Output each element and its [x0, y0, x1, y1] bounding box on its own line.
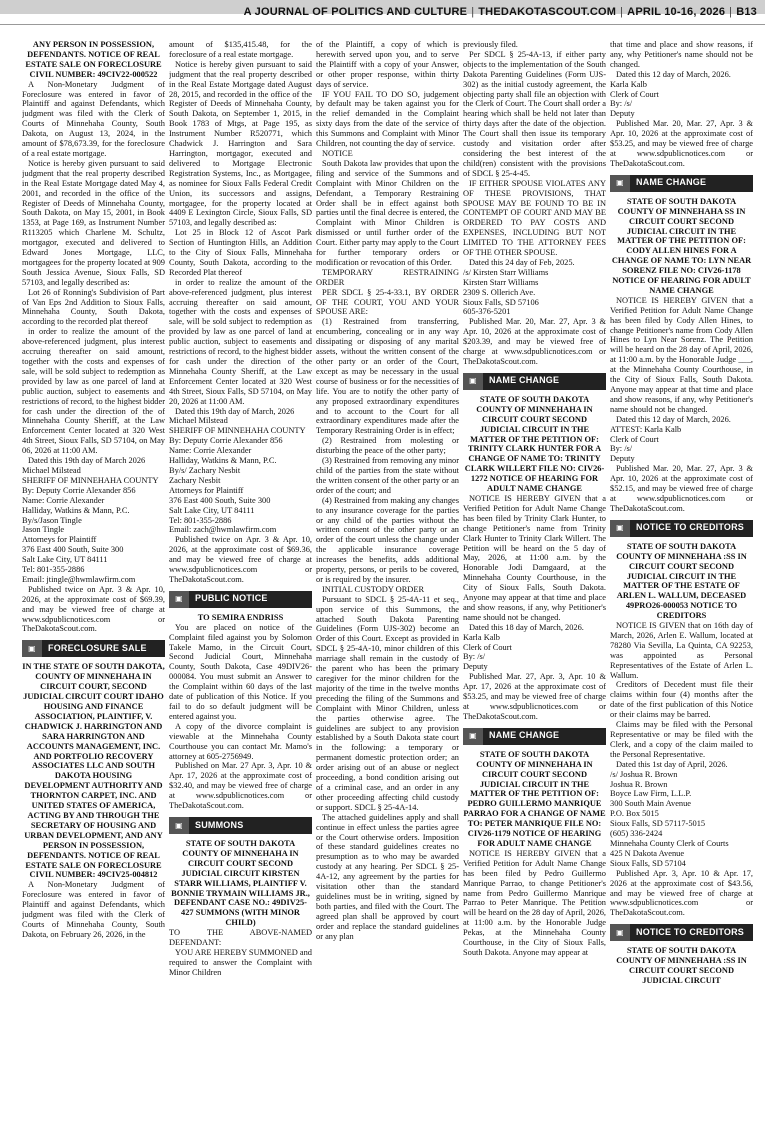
notice-paragraph: Dated this 1st day of April, 2026.	[616, 759, 728, 769]
notice-paragraph: 425 N Dakota Avenue	[610, 848, 685, 858]
section-title: NAME CHANGE	[636, 177, 707, 188]
notice-paragraph: YOU ARE HEREBY SUMMONED and required to answer the Complaint with Minor Children	[169, 947, 312, 977]
section-header	[22, 640, 165, 657]
section-header	[610, 175, 753, 192]
section-header	[169, 817, 312, 834]
notice-paragraph: SHERIFF OF MINNEHAHA COUNTY	[22, 475, 159, 485]
notice-paragraph: By: /s/	[463, 652, 486, 662]
newspaper-icon: ▣	[610, 520, 630, 537]
notice-paragraph: Published Mar. 27, Apr. 3, Apr. 10 & Apr. 17, 2026 at the approximate cost of $53.25, and may be viewed free of charge at www.sdpublicnotices.com or TheDakotaScout.com.	[463, 672, 606, 721]
notice-paragraph: Name: Corrie Alexander	[169, 446, 252, 456]
notice-paragraph: IF YOU FAIL TO DO SO, judgement by default may be taken against you for the relief demanded in the Complaint sixty days from the date of the service of this Summons and Complaint with Minor Children, not counting the day of service.	[316, 89, 459, 149]
notice-paragraph: Published twice on Apr. 3 & Apr. 10, 2026, at the approximate cost of $69.36, and may be viewed free of charge at www.sdpublicnotices.com or TheDakotaScout.com.	[169, 535, 312, 584]
notice-paragraph: (3) Restrained from removing any minor child of the parties from the state without the written consent of the other party or an order of the court; and	[316, 456, 459, 495]
notice-paragraph: Pursuant to SDCL § 25-4A-11 et seq., upon service of this Summons, the attached South Dakota Parenting Guidelines (Form UJS-302) become an Order of this Court. Except as provided in SDCL § 25-4A-10, minor children of this marriage shall remain in the custody of the parent who has been the primary caregiver for the minor children for the majority of the time in the twelve months preceding the filing of the Summons and Complaint with Minor Children, unless the parties otherwise agree. The guidelines are subject to any provision established by a South Dakota state court in the following: a temporary or permanent domestic protection order; an order arising out of an abuse or neglect proceeding, a bond condition arising out of a criminal case, and an order in any other proceeding affecting child custody or support. SDCL § 25-4A-14.	[316, 594, 459, 812]
notice-paragraph: Boyce Law Firm, L.L.P.	[610, 789, 692, 799]
newspaper-icon: ▣	[463, 373, 483, 390]
page-header	[0, 0, 765, 38]
notice-paragraph: By/s/Jason Tingle	[22, 515, 82, 525]
notice-paragraph: Salt Lake City, UT 84111	[169, 505, 255, 515]
notice-paragraph: TEMPORARY RESTRAINING ORDER	[316, 267, 459, 287]
notice-paragraph: /s/ Joshua R. Brown	[610, 769, 678, 779]
notice-paragraph: of the Plaintiff, a copy of which is herewith served upon you, and to serve the Plaintiff with a copy of your Answer, or other proper response, within thirty days of service.	[316, 40, 459, 89]
notice-paragraph: NOTICE	[322, 148, 353, 158]
notice-paragraph: Tel: 801-355-2886	[169, 515, 232, 525]
notice-paragraph: Name: Corrie Alexander	[22, 495, 105, 505]
notice-paragraph: (2) Restrained from molesting or disturbing the peace of the other party;	[316, 436, 459, 456]
notice-paragraph: Sioux Falls, SD 57117-5015	[610, 819, 706, 829]
notice-paragraph: 605-376-5201	[463, 307, 511, 317]
notice-paragraph: P.O. Box 5015	[610, 809, 659, 819]
notice-paragraph: Published twice on Apr. 3 & Apr. 10, 2026, at the approximate cost of $69.39, and may be viewed free of charge at www.sdpublicnotices.com or TheDakotaScout.com.	[22, 584, 165, 634]
notice-paragraph: in order to realize the amount of the above-referenced judgment, plus interest accruing thereafter on said amount, together with the costs and expenses of sale, will be sold subject to redemption as provided by law as one parcel of land at public auction, subject to easements and restrictions of record, to the highest bidder for cash under the direction of the Minnehaha County Sheriff, at the Law Enforcement Center located at 320 West 4th Street, Sioux Falls, SD 57104, on May 20, 2026 at 11:00 AM.	[169, 277, 312, 406]
section-title: NOTICE TO CREDITORS	[636, 926, 744, 937]
notice-paragraph: A copy of the divorce complaint is viewable at the Minnehaha County Courthouse you can contact Mr. Mamo's attorney at 605-2756949.	[169, 721, 312, 761]
notice-paragraph: Dated this 24 day of Feb, 2025.	[469, 257, 575, 267]
notice-paragraph: Per SDCL § 25-4A-13, if either party objects to the implementation of the South Dakota Parenting Guidelines (Form UJS-302) as the initial custody agreement, the objecting party shall file an objection with the Clerk of Court. The Court shall order a hearing which shall be held not later than thirty days after the date of the objection. The Court shall then issue its temporary custody and visitation order after considering the best interest of the child(ren) consistent with the provisions of SDCL § 25-4-45.	[463, 49, 606, 178]
section-header	[463, 373, 606, 390]
notice-caption: STATE OF SOUTH DAKOTA COUNTY OF MINNEHAHA :SS IN CIRCUIT COURT SECOND JUDICIAL CIRCUIT	[616, 946, 747, 985]
column-3	[316, 40, 459, 1128]
notice-caption: STATE OF SOUTH DAKOTA COUNTY OF MINNEHAHA IN CIRCUIT COURT SECOND JUDICIAL CIRCUIT IN THE MATTER OF THE PETITION OF: PEDRO GUILLERMO MANRIQUE PARRAO FOR A CHANGE OF NAME TO: PETER MANRIQUE FILE NO: CIV26-1179 NOTICE OF HEARING FOR ADULT NAME CHANGE	[463, 749, 606, 848]
notice-paragraph: NOTICE IS HEREBY GIVEN that a Verified Petition for Adult Name Change has been filed by Trinity Clark Hunter, to change Petitioner's name from Trinity Clark Hunter to Trinity Clark Willert. The Petition will be heard on the 5 day of May, 2026, at 11:00 a.m. by the Honorable Jodi Damgaard, at the Minnehaha County Courthouse, in the City of Sioux Falls, South Dakota. Anyone may appear at that time and place and show reasons, if any, why Petitioner's name should not be changed.	[463, 493, 606, 622]
notice-paragraph: A Non-Monetary Judgment of Foreclosure was entered in favor of Plaintiff and against Defendants, which judgment was filed with the Clerk of Courts of Minnehaha County, South Dakota, on February 26, 2026, in the	[22, 880, 165, 939]
notice-paragraph: Notice is hereby given pursuant to said judgment that the real property described in the Real Estate Mortgage dated May 4, 2001, and recorded in the office of the Register of Deeds of Minnehaha County, South Dakota, on May 15, 2001, in Book 1353, at Page 169, as Instrument Number R113205 which Charlene M. Schultz, mortgagor, executed and delivered to Edward Jones Mortgage, LLC, mortgagees for the property located at 909 South Jessica Avenue, Sioux Falls, SD 57103, and legally described as:	[22, 158, 165, 287]
notice-columns	[22, 40, 757, 1128]
notice-paragraph: Michael Milstead	[22, 465, 81, 475]
notice-paragraph: Deputy	[463, 662, 488, 672]
notice-paragraph: By: /s/	[610, 444, 633, 454]
notice-paragraph: Lot 25 in Block 12 of Ascot Park Section of Huntington Hills, an Addition to the City of Sioux Falls, Minnehaha County, South Dakota, according to the Recorded Plat thereof	[169, 228, 312, 277]
section-title: PUBLIC NOTICE	[195, 593, 268, 604]
notice-caption: STATE OF SOUTH DAKOTA COUNTY OF MINNEHAHA SS IN CIRCUIT COURT SECOND JUDICIAL CIRCUIT IN THE MATTER OF THE PETITION OF: CODY ALLEN HINES FOR A CHANGE OF NAME TO: LYN NEAR SORENZ FILE NO: CIV26-1178 NOTICE OF HEARING FOR ADULT NAME CHANGE	[611, 196, 752, 295]
notice-paragraph: (1) Restrained from transferring, encumbering, concealing or in any way dissipating or disposing of any marital assets, without the written consent of the other party or an order of the Court, except as may be necessary in the usual course of business or for the necessities of life. You are to notify the other party of any proposed extraordinary expenditures and to account to the Court for all extraordinary expenditures made after the Temporary Restraining Order is in effect;	[316, 317, 459, 436]
notice-paragraph: Clerk of Court	[610, 434, 659, 444]
notice-paragraph: amount of $135,415.48, for the foreclosure of a real estate mortgage.	[169, 40, 312, 59]
notice-paragraph: 376 East 400 South, Suite 300	[169, 495, 271, 505]
notice-paragraph: By: Deputy Corrie Alexander 856	[169, 436, 283, 446]
notice-paragraph: Dated this 19th day of March 2026	[28, 456, 146, 466]
section-title: NOTICE TO CREDITORS	[636, 522, 744, 533]
column-1	[22, 40, 165, 1128]
section-title: FORECLOSURE SALE	[48, 642, 147, 653]
notice-paragraph: Attorneys for Plaintiff	[22, 535, 97, 545]
notice-paragraph: A Non-Monetary Judgment of Foreclosure was entered in favor of Plaintiff and against Defendants, which judgment was filed with the Clerk of Courts of Minnehaha County, South Dakota, on August 13, 2024, in the amount of $78,673.39, for the foreclosure of a real estate mortgage.	[22, 79, 165, 158]
section-title: SUMMONS	[195, 819, 244, 830]
notice-paragraph: Karla Kalb	[610, 79, 647, 89]
header-rule	[0, 24, 765, 25]
notice-paragraph: Salt Lake City, UT 84111	[22, 555, 108, 565]
issue-date: APRIL 10-16, 2026	[627, 6, 726, 18]
notice-paragraph: Published Apr. 3, Apr. 10 & Apr. 17, 2026 at the approximate cost of $43.56, and may be viewed free of charge at www.sdpublicnotices.com or TheDakotaScout.com.	[610, 868, 753, 918]
notice-paragraph: South Dakota law provides that upon the filing and service of the Summons and Complaint with Minor Children on the Defendant, a Temporary Restraining Order shall be in effect against both parties until the final decree is entered, the Complaint with Minor Children is dismissed or until further order of the Court. Either party may apply to the Court for further temporary orders or modification or revocation of this Order.	[316, 158, 459, 267]
notice-paragraph: NOTICE IS HEREBY GIVEN that a Verified Petition for Adult Name Change has been filed by Cody Allen Hines, to change Petitioner's name from Cody Allen Hines to Lyn Near Sorenz. The Petition will be heard on the 28 day of April, 2026, at 11:00 a.m. by the Honorable Judge ___, at the Minnehaha County Courthouse, in the City of Sioux Falls, South Dakota. Anyone may appear at that time and place and show reasons, if any, why Petitioner's name should not be changed.	[610, 295, 753, 414]
notice-paragraph: Attorneys for Plaintiff	[169, 485, 244, 495]
section-header	[463, 728, 606, 745]
notice-paragraph: NOTICE IS GIVEN that on 16th day of March, 2026, Arlen E. Wallum, located at 78280 Via Sevilla, La Quinta, CA 92253, was appointed as Personal Representatives of the Estate of Arlen L. Wallum.	[610, 621, 753, 680]
column-2	[169, 40, 312, 1128]
notice-paragraph: Dated this 18 day of March, 2026.	[469, 622, 584, 632]
notice-paragraph: in order to realize the amount of the above-referenced judgment, plus interest accruing thereafter on said amount, together with the costs and expenses of sale, will be sold subject to redemption as provided by law as one parcel of land at public auction, subject to easements and restrictions of record, to the highest bidder for cash under the direction of the of Minnehaha County Sheriff, at the Law Enforcement Center located at 320 West 4th Street, Sioux Falls, SD 57104, on May 06, 2026 at 11:00 AM.	[22, 327, 165, 456]
notice-paragraph: By: /s/	[610, 99, 633, 109]
section-header	[610, 924, 753, 941]
notice-paragraph: Published Mar. 20, Mar. 27, Apr. 3 & Apr. 10, 2026 at the approximate cost of $203.39, and may be viewed free of charge at www.sdpublicnotices.com or TheDakotaScout.com.	[463, 317, 606, 366]
notice-paragraph: Dated this 12 day of March, 2026.	[616, 69, 731, 79]
notice-paragraph: PER SDCL § 25-4-33.1, BY ORDER OF THE COURT, YOU AND YOUR SPOUSE ARE:	[316, 287, 459, 317]
notice-paragraph: Michael Milstead	[169, 416, 228, 426]
notice-paragraph: Sioux Falls, SD 57106	[463, 297, 539, 307]
notice-paragraph: 376 East 400 South, Suite 300	[22, 545, 124, 555]
newspaper-icon: ▣	[610, 924, 630, 941]
notice-paragraph: The attached guidelines apply and shall continue in effect unless the parties agree or the Court otherwise orders. Imposition of these standard guidelines creates no presumption as to who may be awarded custody at any hearing. Per SDCL § 25-4A-12, any agreement by the parties for visitation other than the standard guidelines must be in writing, signed by both parties, and filed with the Court. The agreed plan shall be approved by court order and replace the standard guidelines or any plan	[316, 812, 459, 941]
notice-paragraph: (605) 336-2424	[610, 829, 663, 839]
notice-paragraph: that time and place and show reasons, if any, why Petitioner's name should not be changed.	[610, 40, 753, 69]
notice-paragraph: SHERIFF OF MINNEHAHA COUNTY	[169, 426, 306, 436]
notice-paragraph: Tel: 801-355-2886	[22, 565, 85, 575]
notice-paragraph: Email: jtingle@hwmlawfirm.com	[22, 574, 136, 584]
notice-paragraph: INITIAL CUSTODY ORDER	[322, 584, 425, 594]
column-4	[463, 40, 606, 1128]
notice-paragraph: You are placed on notice of the Complaint filed against you by Solomon Takele Mamo, in the Circuit Court, Second Judicial Court, Minnehaha County, South Dakota, Case 49DIV26-000084. You must submit an Answer to the Complaint within 60 days of the last date of publication of this Notice. If you fail to do so default judgment will be entered against you.	[169, 622, 312, 721]
notice-paragraph: Notice is hereby given pursuant to said judgment that the real property described in the Real Estate Mortgage dated August 28, 2015, and recorded in the office of the Register of Deeds of Minnehaha County, South Dakota, on September 1, 2015, in Book 1783 of Mtgs, at Page 195, as Instrument Number R520771, which Chadwick J. Harrington and Sara Harrington, mortgagor, executed and delivered to Mortgage Electronic Registration Systems, Inc., as Mortgagee, as nominee for Sioux Falls Federal Credit Union, its successors and assigns, mortgagee, for the property located at 4409 E Lexington Circle, Sioux Falls, SD 57103, and legally described as:	[169, 59, 312, 228]
notice-paragraph: By/s/ Zachary Nesbit	[169, 465, 241, 475]
notice-paragraph: Deputy	[610, 109, 635, 119]
notice-paragraph: 300 South Main Avenue	[610, 799, 692, 809]
notice-caption: ANY PERSON IN POSSESSION, DEFENDANTS. NOTICE OF REAL ESTATE SALE ON FORECLOSURE CIVIL NUMBER: 49CIV22-000522	[25, 40, 162, 79]
notice-paragraph: Zachary Nesbit	[169, 475, 221, 485]
notice-paragraph: NOTICE IS HEREBY GIVEN that a Verified Petition for Adult Name Change has been filed by Pedro Guillermo Manrique Parrao, to change Petitioner's name from Pedro Guillermo Manrique Parrao to Peter Manrique. The Petition will be heard on the 28 day of April, 2026, at 11:00 a.m. by the Honorable Judge Pekas, at the Minnehaha County Courthouse, in the City of Sioux Falls, South Dakota. Anyone may appear at	[463, 848, 606, 957]
section-header	[610, 520, 753, 537]
notice-paragraph: Dated this 19th day of March, 2026	[175, 406, 295, 416]
section-title: NAME CHANGE	[489, 375, 560, 386]
notice-paragraph: Minnehaha County Clerk of Courts	[610, 838, 729, 848]
notice-paragraph: Joshua R. Brown	[610, 779, 668, 789]
masthead: A JOURNAL OF POLITICS AND CULTURE | THEDAKOTASCOUT.COM | APRIL 10-16, 2026 | B13	[243, 6, 757, 18]
notice-paragraph: By: Deputy Corrie Alexander 856	[22, 485, 136, 495]
section-title: NAME CHANGE	[489, 730, 560, 741]
notice-paragraph: Published Mar. 20, Mar. 27, Apr. 3 & Apr. 10, 2026 at the approximate cost of $52.15, and may be viewed free of charge at www.sdpublicnotices.com or TheDakotaScout.com.	[610, 464, 753, 513]
notice-paragraph: Deputy	[610, 454, 635, 464]
notice-paragraph: Email: zach@hwmlawfirm.com	[169, 525, 277, 535]
notice-paragraph: TO THE ABOVE-NAMED DEFENDANT:	[169, 928, 312, 948]
notice-paragraph: Published Mar. 20, Mar. 27, Apr. 3 & Apr. 10, 2026 at the approximate cost of $53.25, and may be viewed free of charge at www.sdpublicnotices.com or TheDakotaScout.com.	[610, 119, 753, 168]
tagline: A JOURNAL OF POLITICS AND CULTURE	[243, 6, 468, 18]
notice-caption: STATE OF SOUTH DAKOTA COUNTY OF MINNEHAHA IN CIRCUIT COURT SECOND JUDICIAL CIRCUIT IN THE MATTER OF THE PETITION OF: TRINITY CLARK HUNTER FOR A CHANGE OF NAME TO: TRINITY CLARK WILLERT FILE NO: CIV26-1272 NOTICE OF HEARING FOR ADULT NAME CHANGE	[464, 394, 605, 494]
notice-paragraph: ATTEST: Karla Kalb	[610, 424, 682, 434]
notice-paragraph: Claims may be filed with the Personal Representative or may be filed with the Clerk, and a copy of the claim mailed to the Personal Representative.	[610, 720, 753, 759]
notice-paragraph: Published on Mar. 27 Apr. 3, Apr. 10 & Apr. 17, 2026 at the approximate cost of $32.40, and may be viewed free of charge at www.sdpublicnotices.com or TheDakotaScout.com.	[169, 761, 312, 811]
notice-paragraph: Clerk of Court	[610, 89, 659, 99]
newspaper-icon: ▣	[463, 728, 483, 745]
notice-paragraph: IF EITHER SPOUSE VIOLATES ANY OF THESE PROVISIONS, THAT SPOUSE MAY BE FOUND TO BE IN CONTEMPT OF COURT AND MAY BE ORDERED TO PAY COSTS AND EXPENSES, INCLUDING BUT NOT LIMITED TO THE ATTORNEY FEES OF THE OTHER SPOUSE.	[463, 178, 606, 258]
notice-paragraph: Clerk of Court	[463, 642, 512, 652]
page-number: B13	[736, 6, 757, 18]
newspaper-icon: ▣	[610, 175, 630, 192]
section-header	[169, 591, 312, 608]
newspaper-icon: ▣	[22, 640, 42, 657]
notice-caption: IN THE STATE OF SOUTH DAKOTA, COUNTY OF MINNEHAHA IN CIRCUIT COURT, SECOND JUDICIAL CIRCUIT COURT IDAHO HOUSING AND FINANCE ASSOCIATION, PLAINTIFF, V. CHADWICK J. HARRINGTON AND SARA HARRINGTON AND ACCOUNTS MANAGEMENT, INC. AND PORTFOLIO RECOVERY ASSOCIATES LLC AND SOUTH DAKOTA HOUSING DEVELOPMENT AUTHORITY AND THORNTON CARPET, INC. AND UNITED STATES OF AMERICA, ACTING BY AND THROUGH THE SECRETARY OF HOUSING AND URBAN DEVELOPMENT, AND ANY PERSON IN POSSESSION, DEFENDANTS. NOTICE OF REAL ESTATE SALE ON FORECLOSURE CIVIL NUMBER: 49CIV25-004812	[22, 662, 165, 880]
notice-paragraph: Karla Kalb	[463, 632, 500, 642]
newspaper-icon: ▣	[169, 591, 189, 608]
notice-paragraph: previously filed.	[463, 40, 518, 49]
notice-caption: STATE OF SOUTH DAKOTA COUNTY OF MINNEHAHA :SS IN CIRCUIT COURT SECOND JUDICIAL CIRCUIT IN THE MATTER OF THE ESTATE OF ARLEN L. WALLUM, DECEASED 49PRO26-000053 NOTICE TO CREDITORS	[616, 541, 747, 621]
notice-paragraph: 2309 S. Ollerich Ave.	[463, 287, 536, 297]
notice-paragraph: Jason Tingle	[22, 525, 65, 535]
notice-caption: TO SEMIRA ENDRISS	[197, 612, 284, 622]
column-5	[610, 40, 753, 1128]
notice-paragraph: Kirsten Starr Williams	[463, 277, 539, 287]
notice-caption: STATE OF SOUTH DAKOTA COUNTY OF MINNEHAHA IN CIRCUIT COURT SECOND JUDICIAL CIRCUIT KIRSTEN STARR WILLIAMS, PLAINTIFF V. BONNIE TRYMAIN WILLIAMS JR., DEFENDANT CASE NO.: 49DIV25-427 SUMMONS (WITH MINOR CHILD)	[171, 838, 310, 928]
notice-paragraph: Lot 26 of Ronning's Subdivision of Part of Van Eps 2nd Addition to Sioux Falls, Minnehaha County, South Dakota, according to the recorded plat thereof	[22, 287, 165, 327]
notice-paragraph: /s/ Kirsten Starr Williams	[463, 267, 549, 277]
notice-paragraph: Halliday, Watkins & Mann, P.C.	[22, 505, 130, 515]
notice-paragraph: Halliday, Watkins & Mann, P.C.	[169, 456, 277, 466]
notice-paragraph: Dated this 12 day of March, 2026.	[616, 414, 731, 424]
notice-paragraph: Sioux Falls, SD 57104	[610, 858, 686, 868]
notice-paragraph: Creditors of Decedent must file their claims within four (4) months after the date of the first publication of this Notice or their claims may be barred.	[610, 680, 753, 720]
site-link[interactable]: THEDAKOTASCOUT.COM	[478, 6, 617, 18]
notice-paragraph: (4) Restrained from making any changes to any insurance coverage for the parties or any child of the parties without the written consent of the other party or an order of the court unless the change under the applicable insurance coverage increases the benefits, adds additional property, persons, or perils to be covered, or is required by the insurer.	[316, 495, 459, 584]
newspaper-icon: ▣	[169, 817, 189, 834]
